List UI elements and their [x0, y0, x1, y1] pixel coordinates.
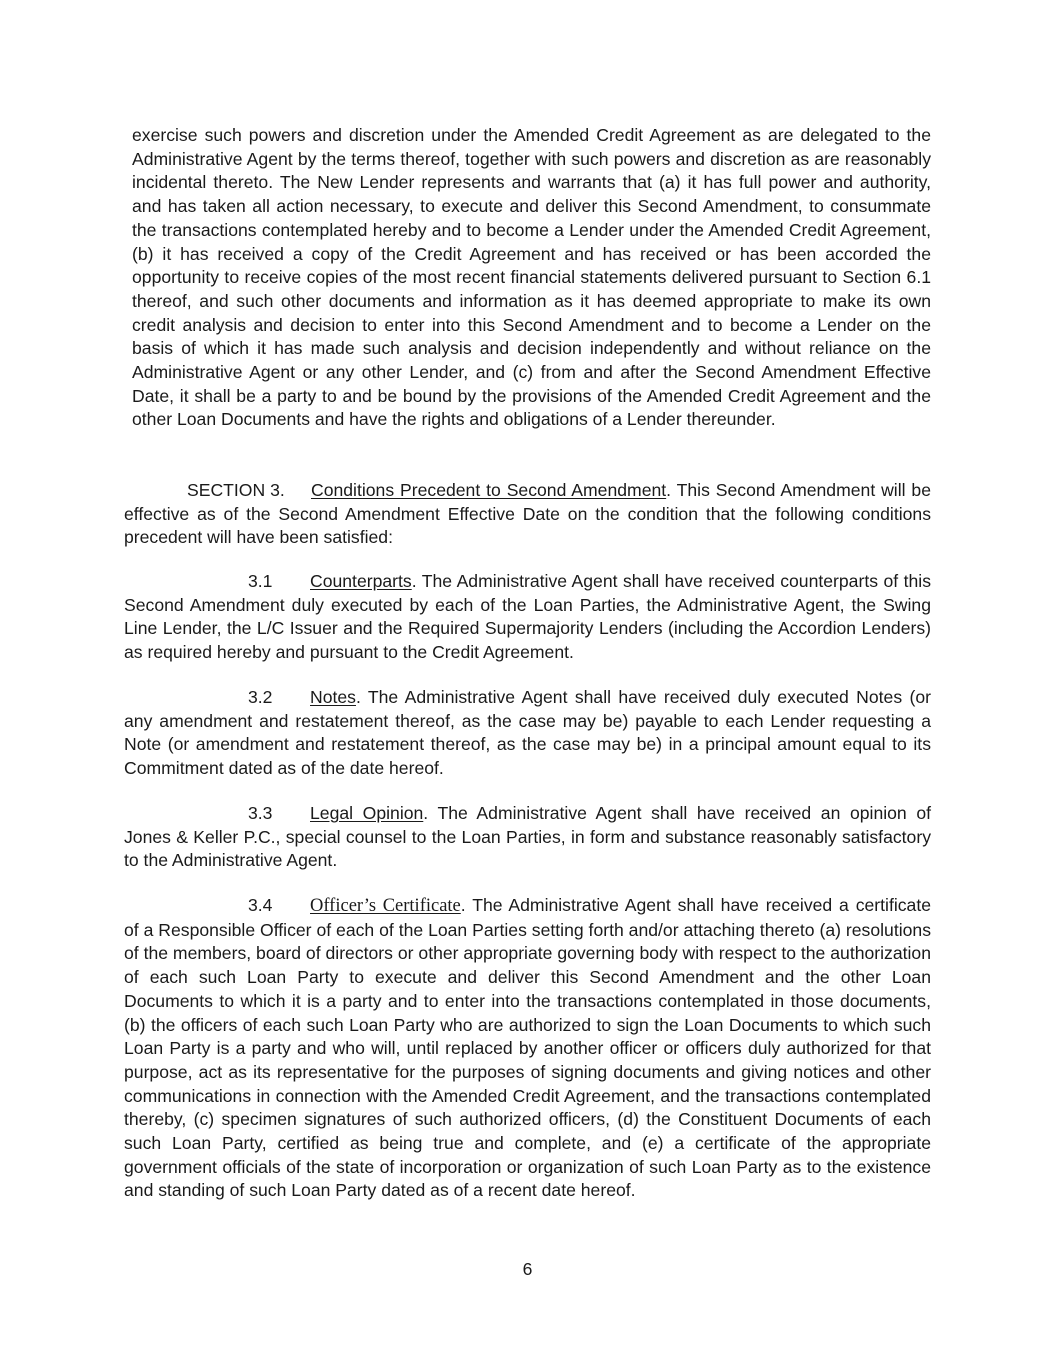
section-3-body: This Second Amendment will be effective as of the Second Amendment Effective Date on the condition that the following conditions precedent will have been satisfied: — [124, 480, 932, 548]
subsection-3-1-body: . The Administrative Agent shall have received counterparts of this Second Amendment duly executed by each of the Loan Parties, the Administrative Agent, the Swing Line Lender, the L/C Issuer and the Required Supermajority Lenders (including the Accordion Lenders) as required hereby and pursuant to the Credit Agreement. — [124, 571, 931, 663]
intro-text: exercise such powers and discretion under the Amended Credit Agreement as are delegated to the Administrative Agent by the terms thereof, together with such powers and discretion as are reasonably incidental thereto. The New Lender represents and warrants that (a) it has full power and authority, and has taken all action necessary, to execute and deliver this Second Amendment, to consummate the transactions contemplated hereby and to become a Lender under the Amended Credit Agreement, (b) it has received a copy of the Credit Agreement and has received or has been accorded the opportunity to receive copies of the most recent financial statements delivered pursuant to Section 6.1 thereof, and such other documents and information as it has deemed appropriate to make its own credit analysis and decision to enter into this Second Amendment and to become a Lender on the basis of which it has made such analysis and decision independently and without reliance on the Administrative Agent or any other Lender, and (c) from and after the Second Amendment Effective Date, it shall be a party to and be bound by the provisions of the Amended Credit Agreement and the other Loan Documents and have the rights and obligations of a Lender thereunder. — [132, 125, 931, 430]
section-3-heading: Conditions Precedent to Second Amendment — [311, 480, 667, 500]
subsection-3-2 — [124, 686, 931, 781]
page-number: 6 — [522, 1259, 533, 1279]
subsection-3-1 — [124, 570, 931, 665]
subsection-3-4-heading: Officer’s Certificate — [310, 896, 461, 916]
subsection-3-4-number: 3.4 — [248, 895, 273, 915]
subsection-3-3-heading: Legal Opinion — [310, 803, 424, 823]
subsection-3-3 — [124, 802, 931, 873]
subsection-3-1-heading: Counterparts — [310, 571, 412, 591]
subsection-3-3-body: . The Administrative Agent shall have received an opinion of Jones & Keller P.C., special counsel to the Loan Parties, in form and substance reasonably satisfactory to the Administrative Agent. — [124, 803, 931, 871]
subsection-3-2-body: . The Administrative Agent shall have received duly executed Notes (or any amendment and restatement thereof, as the case may be) payable to each Lender requesting a Note (or amendment and restatement thereof, as the case may be) in a principal amount equal to its Commitment dated as of the date hereof. — [124, 687, 931, 779]
subsection-3-4-body: . The Administrative Agent shall have received a certificate of a Responsible Officer of each of the Loan Parties setting forth and/or attaching thereto (a) resolutions of the members, board of directors or other appropriate governing body with respect to the authorization of each such Loan Party to execute and deliver this Second Amendment and the other Loan Documents to which it is a party and to enter into the transactions contemplated in those documents, (b) the officers of each such Loan Party who are authorized to sign the Loan Documents to which such Loan Party is a party and who will, until replaced by another officer or officers duly authorized for that purpose, act as its representative for the purposes of signing documents and giving notices and other communications in connection with the Amended Credit Agreement, and the transactions contemplated thereby, (c) specimen signatures of such authorized officers, (d) the Constituent Documents of each such Loan Party, certified as being true and complete, and (e) a certificate of the appropriate government officials of the state of incorporation or organization of such Loan Party as to the existence and standing of such Loan Party dated as of a recent date hereof. — [124, 895, 931, 1201]
subsection-3-3-number: 3.3 — [248, 803, 273, 823]
subsection-3-2-heading: Notes — [310, 687, 356, 707]
section-3-paragraph — [124, 479, 931, 550]
subsection-3-4 — [124, 894, 931, 1203]
subsection-3-1-number: 3.1 — [248, 571, 273, 591]
section-3-label: SECTION 3. — [187, 480, 285, 500]
subsection-3-2-number: 3.2 — [248, 687, 273, 707]
intro-paragraph — [132, 124, 931, 432]
section-3-heading-punct: . — [666, 480, 672, 500]
